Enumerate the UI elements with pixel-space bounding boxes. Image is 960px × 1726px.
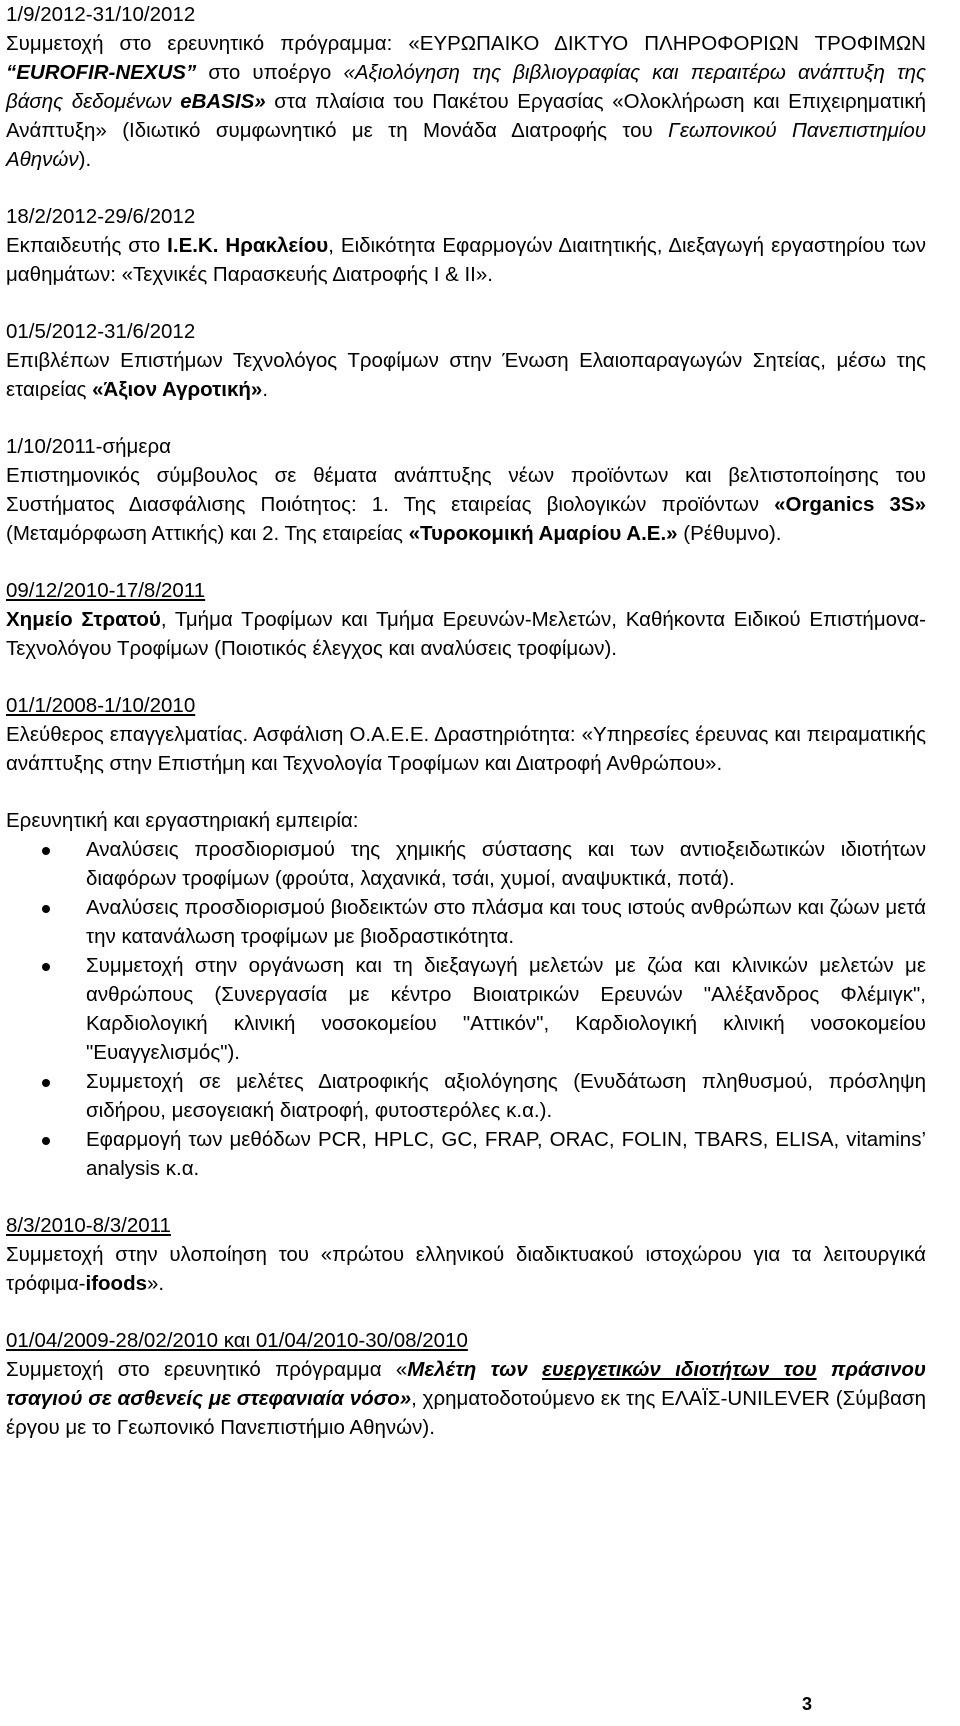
text-run-bold: Ι.Ε.Κ. Ηρακλείου (167, 234, 329, 257)
list-item (6, 951, 926, 1067)
entry-sitia (6, 317, 926, 404)
entry-date: 01/1/2008-1/10/2010 (6, 694, 196, 717)
list-item-text: Αναλύσεις προσδιορισμού της χημικής σύστασης και των αντιοξειδωτικών ιδιοτήτων διαφόρων τροφίμων (φρούτα, λαχανικά, τσάι, χυμοί, αναψυκτικά, ποτά). (86, 838, 926, 890)
text-run-bold: «Organics 3S» (774, 493, 926, 516)
list-item (6, 1067, 926, 1125)
bullet-icon (42, 1137, 50, 1145)
list-item (6, 1125, 926, 1183)
text-run: Συμμετοχή στο ερευνητικό πρόγραμμα: «ΕΥΡΩΠΑΙΚΟ ΔΙΚΤΥΟ ΠΛΗΡΟΦΟΡΙΩΝ ΤΡΟΦΙΜΩΝ (6, 32, 926, 55)
entry-iek (6, 202, 926, 289)
entry-date: 09/12/2010-17/8/2011 (6, 579, 206, 602)
entry-text: Ελεύθερος επαγγελματίας. Ασφάλιση Ο.Α.Ε.Ε. Δραστηριότητα: «Υπηρεσίες έρευνας και πειραματικής ανάπτυξης στην Επιστήμη και Τεχνολογία Τροφίμων και Διατροφή Ανθρώπου». (6, 723, 926, 775)
text-run-bold: Χημείο Στρατού (6, 608, 161, 631)
entry-text (6, 29, 926, 174)
entry-text (6, 1240, 926, 1298)
text-run: Επιβλέπων Επιστήμων Τεχνολόγος Τροφίμων στην Ένωση Ελαιοπαραγωγών Σητείας, μέσω της εταιρείας (6, 349, 926, 401)
text-run: , Ειδικότητα Εφαρμογών Διαιτητικής, Διεξαγωγή εργαστηρίου των μαθημάτων: «Τεχνικές Παρασκευής Διατροφής Ι & ΙΙ». (6, 234, 927, 286)
list-item (6, 893, 926, 951)
text-run: (Μεταμόρφωση Αττικής) και 2. Της εταιρείας (6, 522, 409, 545)
list-item-text: Εφαρμογή των μεθόδων PCR, HPLC, GC, FRAP, ORAC, FOLIN, TBARS, ELISA, vitamins’ analysis κ.α. (86, 1128, 926, 1180)
text-run: Επιστημονικός σύμβουλος σε θέματα ανάπτυξης νέων προϊόντων και βελτιστοποίησης του Συστήματος Διασφάλισης Ποιότητος: 1. Της εταιρείας βιολογικών προϊόντων (6, 464, 926, 516)
entry-date: 1/9/2012-31/10/2012 (6, 3, 196, 26)
entry-green-tea (6, 1326, 926, 1442)
entry-ifoods (6, 1211, 926, 1298)
text-run-bold-italic: eBASIS» (180, 90, 266, 113)
text-run: στο υποέργο (196, 61, 344, 84)
text-run: Συμμετοχή στο ερευνητικό πρόγραμμα « (6, 1358, 408, 1381)
entry-date: 01/04/2009-28/02/2010 και 01/04/2010-30/08/2010 (6, 1329, 468, 1352)
bullet-icon (42, 1079, 50, 1087)
text-run: στα πλαίσια του Πακέτου Εργασίας «Ολοκλήρωση και Επιχειρηματική Ανάπτυξη» (Ιδιωτικό συμφωνητικό με τη Μονάδα Διατροφής του (6, 90, 926, 142)
bullet-icon (42, 963, 50, 971)
entry-eurofir (6, 0, 926, 174)
text-run-bold-italic-underline: ευεργετικών ιδιοτήτων του (542, 1358, 817, 1381)
entry-date: 18/2/2012-29/6/2012 (6, 205, 196, 228)
bullet-icon (42, 905, 50, 913)
page-number: 3 (802, 1694, 813, 1714)
text-run: , Τμήμα Τροφίμων και Τμήμα Ερευνών-Μελετών, Καθήκοντα Ειδικού Επιστήμονα-Τεχνολόγου Τροφίμων (Ποιοτικός έλεγχος και αναλύσεις τροφίμων). (6, 608, 926, 660)
bullet-list (6, 835, 926, 1183)
text-run: , χρηματοδοτούμενο εκ της ΕΛΑΪΣ-UNILEVER (Σύμβαση έργου με το Γεωπονικό Πανεπιστήμιο Αθηνών). (6, 1387, 926, 1439)
entry-army-chemistry (6, 576, 926, 663)
list-item-text: Συμμετοχή σε μελέτες Διατροφικής αξιολόγησης (Ενυδάτωση πληθυσμού, πρόσληψη σιδήρου, μεσογειακή διατροφή, φυτοστερόλες κ.α.). (86, 1070, 926, 1122)
list-item-text: Συμμετοχή στην οργάνωση και τη διεξαγωγή μελετών με ζώα και κλινικών μελετών με ανθρώπους (Συνεργασία με κέντρο Βιοιατρικών Ερευνών "Αλέξανδρος Φλέμιγκ", Καρδιολογική κλινική νοσοκομείου "Αττικόν", Καρδιολογική κλινική νοσοκομείου "Ευαγγελισμός"). (86, 954, 926, 1064)
text-run: (Ρέθυμνο). (677, 522, 782, 545)
text-run-bold-italic: Μελέτη των (407, 1358, 543, 1381)
entry-date: 1/10/2011-σήμερα (6, 435, 172, 458)
text-run: . (262, 378, 269, 401)
entry-freelancer (6, 691, 926, 778)
entry-date: 8/3/2010-8/3/2011 (6, 1214, 171, 1237)
text-run: ». (147, 1272, 165, 1295)
entry-date: 01/5/2012-31/6/2012 (6, 320, 196, 343)
list-item-text: Αναλύσεις προσδιορισμού βιοδεικτών στο πλάσμα και τους ιστούς ανθρώπων και ζώων μετά την κατανάλωση τροφίμων με βιοδραστικότητα. (86, 896, 926, 948)
text-run-bold-italic: πράσινου τσαγιού σε ασθενείς με στεφανιαία νόσο» (6, 1358, 926, 1410)
text-run: Συμμετοχή στην υλοποίηση του «πρώτου ελληνικού διαδικτυακού ιστοχώρου για τα λειτουργικά τρόφιμα- (6, 1243, 926, 1295)
entry-text (6, 231, 926, 289)
entry-text (6, 605, 926, 663)
text-run-italic: «Αξιολόγηση της βιβλιογραφίας και περαιτέρω ανάπτυξη της βάσης δεδομένων (6, 61, 926, 113)
text-run-bold-italic: “EUROFIR-NEXUS” (6, 61, 197, 84)
research-experience-section (6, 806, 926, 1183)
entry-text (6, 461, 926, 548)
entry-text (6, 346, 926, 404)
text-run-bold: ifoods (85, 1272, 147, 1295)
entry-consultant (6, 432, 926, 548)
text-run: Εκπαιδευτής στο (6, 234, 168, 257)
text-run: ). (78, 148, 92, 171)
entry-text (6, 1355, 926, 1442)
list-item (6, 835, 926, 893)
text-run-bold: «Άξιον Αγροτική» (92, 378, 263, 401)
text-run-bold: «Τυροκομική Αμαρίου Α.Ε.» (408, 522, 678, 545)
section-heading: Ερευνητική και εργαστηριακή εμπειρία: (6, 809, 359, 832)
text-run-italic: Γεωπονικού Πανεπιστημίου Αθηνών (6, 119, 926, 171)
bullet-icon (42, 847, 50, 855)
